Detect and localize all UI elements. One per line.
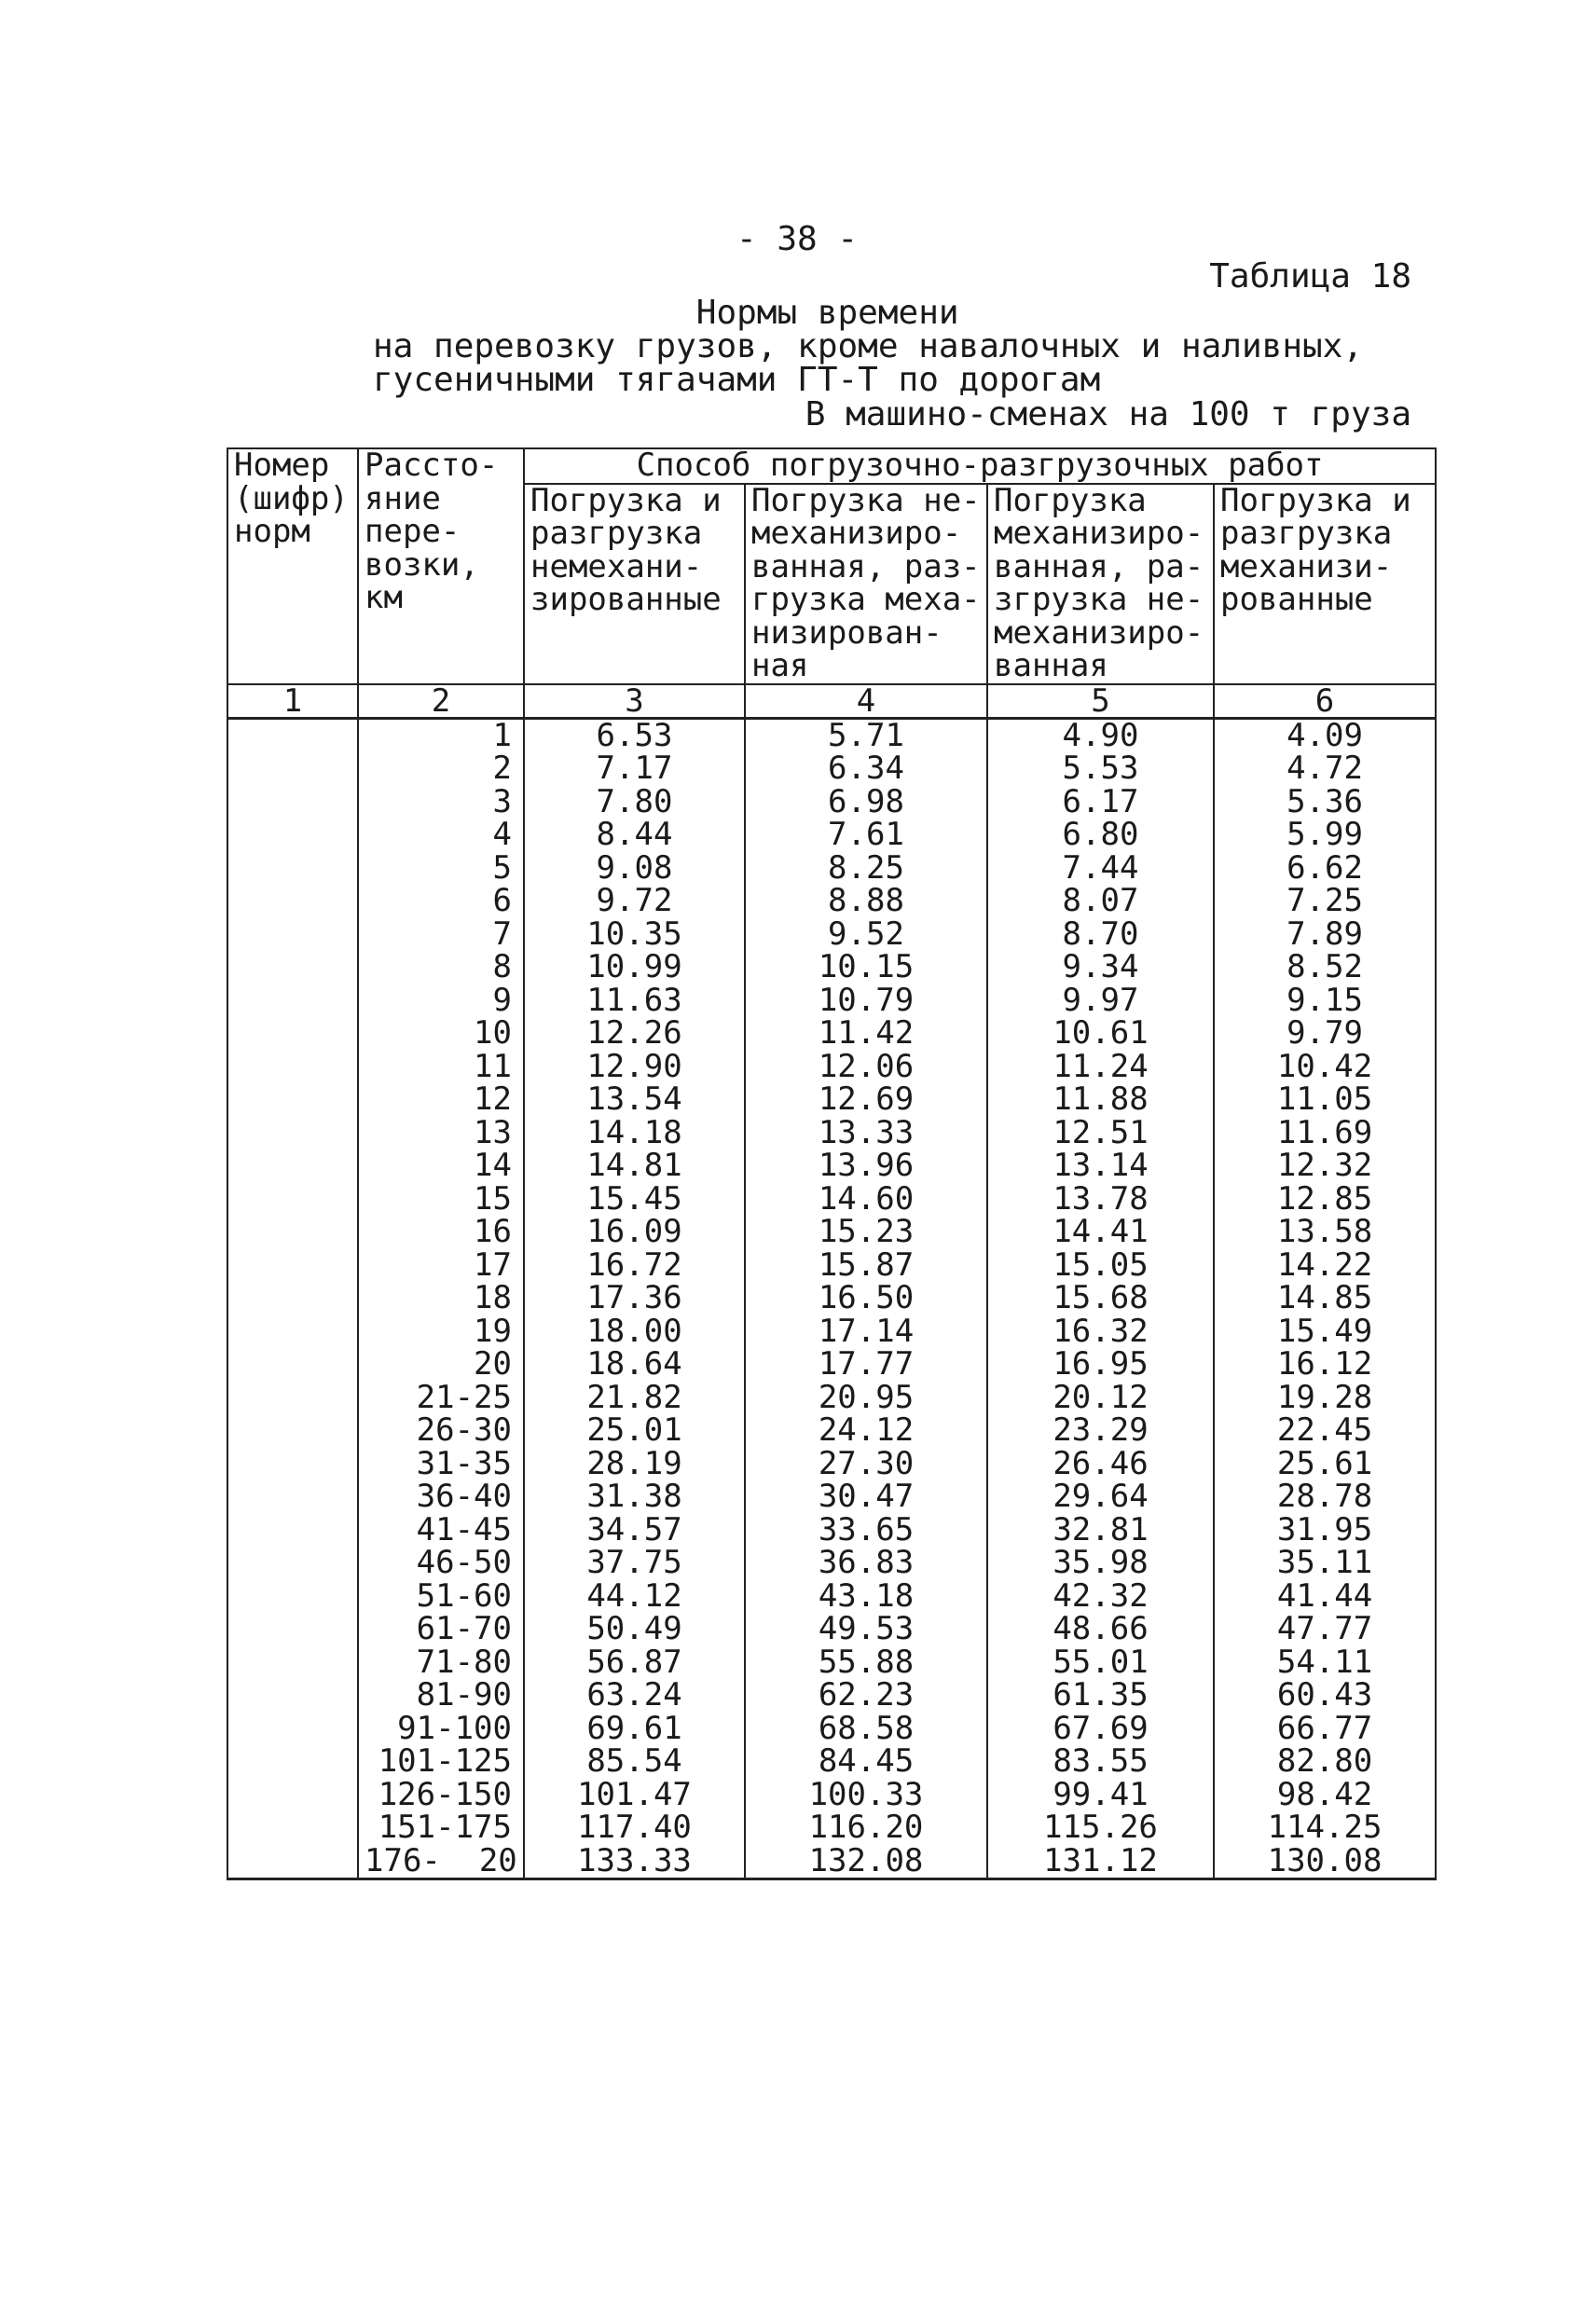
norm-number-cell xyxy=(227,1480,358,1514)
value-cell-col4: 9.52 xyxy=(745,918,987,952)
header-distance: Рассто- яние пере- возки, км xyxy=(358,448,524,684)
distance-cell: 13 xyxy=(358,1117,524,1150)
value-cell-col5: 55.01 xyxy=(987,1646,1214,1680)
value-cell-col3: 28.19 xyxy=(524,1448,745,1481)
value-cell-col6: 10.42 xyxy=(1214,1051,1436,1084)
value-cell-col3: 16.72 xyxy=(524,1249,745,1283)
table-row xyxy=(227,819,1436,852)
value-cell-col6: 13.58 xyxy=(1214,1216,1436,1249)
distance-cell: 46-50 xyxy=(358,1547,524,1580)
title-line: гусеничными тягачами ГТ-Т по дорогам xyxy=(373,361,1101,399)
table-row xyxy=(227,1315,1436,1349)
distance-cell: 5 xyxy=(358,852,524,886)
value-cell-col3: 18.64 xyxy=(524,1348,745,1382)
value-cell-col3: 63.24 xyxy=(524,1679,745,1713)
value-cell-col4: 10.15 xyxy=(745,951,987,984)
distance-cell: 12 xyxy=(358,1083,524,1117)
value-cell-col5: 35.98 xyxy=(987,1547,1214,1580)
title-line: на перевозку грузов, кроме навалочных и наливных, xyxy=(373,327,1364,365)
norm-number-cell xyxy=(227,1348,358,1382)
distance-cell: 41-45 xyxy=(358,1514,524,1548)
value-cell-col3: 7.17 xyxy=(524,752,745,786)
value-cell-col6: 28.78 xyxy=(1214,1480,1436,1514)
norm-number-cell xyxy=(227,1083,358,1117)
table-row xyxy=(227,1646,1436,1680)
value-cell-col4: 11.42 xyxy=(745,1017,987,1051)
value-cell-col4: 43.18 xyxy=(745,1580,987,1614)
norm-number-cell xyxy=(227,1713,358,1746)
value-cell-col3: 6.53 xyxy=(524,718,745,752)
value-cell-col5: 12.51 xyxy=(987,1117,1214,1150)
value-cell-col3: 9.08 xyxy=(524,852,745,886)
norm-number-cell xyxy=(227,1779,358,1812)
value-cell-col4: 132.08 xyxy=(745,1845,987,1879)
header-col3: Погрузка и разгрузка немехани- зированные xyxy=(524,484,745,684)
norms-table xyxy=(227,447,1437,1880)
distance-cell: 126-150 xyxy=(358,1779,524,1812)
value-cell-col6: 12.32 xyxy=(1214,1149,1436,1183)
distance-cell: 71-80 xyxy=(358,1646,524,1680)
norm-number-cell xyxy=(227,984,358,1018)
units-note: В машино-сменах на 100 т груза xyxy=(805,395,1411,434)
table-row xyxy=(227,1713,1436,1746)
table-row xyxy=(227,951,1436,984)
value-cell-col4: 13.33 xyxy=(745,1117,987,1150)
value-cell-col3: 8.44 xyxy=(524,819,745,852)
value-cell-col3: 16.09 xyxy=(524,1216,745,1249)
value-cell-col6: 14.22 xyxy=(1214,1249,1436,1283)
norm-number-cell xyxy=(227,1845,358,1879)
value-cell-col5: 6.17 xyxy=(987,786,1214,819)
value-cell-col6: 7.25 xyxy=(1214,885,1436,918)
value-cell-col4: 20.95 xyxy=(745,1382,987,1415)
value-cell-col6: 60.43 xyxy=(1214,1679,1436,1713)
value-cell-col5: 13.78 xyxy=(987,1183,1214,1217)
distance-cell: 61-70 xyxy=(358,1613,524,1646)
norm-number-cell xyxy=(227,1613,358,1646)
distance-cell: 101-125 xyxy=(358,1745,524,1779)
value-cell-col6: 114.25 xyxy=(1214,1811,1436,1845)
table-row xyxy=(227,718,1436,752)
distance-cell: 36-40 xyxy=(358,1480,524,1514)
value-cell-col3: 12.26 xyxy=(524,1017,745,1051)
value-cell-col4: 100.33 xyxy=(745,1779,987,1812)
norm-number-cell xyxy=(227,1017,358,1051)
value-cell-col3: 9.72 xyxy=(524,885,745,918)
table-row xyxy=(227,1216,1436,1249)
value-cell-col3: 117.40 xyxy=(524,1811,745,1845)
header-col5: Погрузка механизиро- ванная, ра- згрузка не- механизиро- ванная xyxy=(987,484,1214,684)
norm-number-cell xyxy=(227,1051,358,1084)
table-row xyxy=(227,1448,1436,1481)
value-cell-col6: 7.89 xyxy=(1214,918,1436,952)
norm-number-cell xyxy=(227,752,358,786)
column-number: 2 xyxy=(358,684,524,719)
value-cell-col4: 8.25 xyxy=(745,852,987,886)
distance-cell: 18 xyxy=(358,1282,524,1315)
norm-number-cell xyxy=(227,1216,358,1249)
table-row xyxy=(227,1745,1436,1779)
value-cell-col5: 14.41 xyxy=(987,1216,1214,1249)
value-cell-col4: 84.45 xyxy=(745,1745,987,1779)
norm-number-cell xyxy=(227,1646,358,1680)
value-cell-col6: 11.69 xyxy=(1214,1117,1436,1150)
norm-number-cell xyxy=(227,885,358,918)
value-cell-col5: 26.46 xyxy=(987,1448,1214,1481)
distance-cell: 176- 20 xyxy=(358,1845,524,1879)
value-cell-col5: 7.44 xyxy=(987,852,1214,886)
value-cell-col5: 61.35 xyxy=(987,1679,1214,1713)
value-cell-col4: 24.12 xyxy=(745,1414,987,1448)
value-cell-col5: 16.32 xyxy=(987,1315,1214,1349)
norm-number-cell xyxy=(227,1811,358,1845)
value-cell-col4: 10.79 xyxy=(745,984,987,1018)
value-cell-col6: 5.99 xyxy=(1214,819,1436,852)
norm-number-cell xyxy=(227,1679,358,1713)
value-cell-col4: 15.87 xyxy=(745,1249,987,1283)
column-number: 5 xyxy=(987,684,1214,719)
distance-cell: 91-100 xyxy=(358,1713,524,1746)
distance-cell: 51-60 xyxy=(358,1580,524,1614)
table-row xyxy=(227,1414,1436,1448)
distance-cell: 6 xyxy=(358,885,524,918)
norm-number-cell xyxy=(227,951,358,984)
value-cell-col5: 48.66 xyxy=(987,1613,1214,1646)
value-cell-col4: 6.98 xyxy=(745,786,987,819)
norm-number-cell xyxy=(227,1183,358,1217)
norm-number-cell xyxy=(227,1249,358,1283)
table-row xyxy=(227,1249,1436,1283)
header-col6: Погрузка и разгрузка механизи- рованные xyxy=(1214,484,1436,684)
value-cell-col5: 16.95 xyxy=(987,1348,1214,1382)
value-cell-col5: 115.26 xyxy=(987,1811,1214,1845)
header-norm-number: Номер (шифр) норм xyxy=(227,448,358,684)
value-cell-col4: 49.53 xyxy=(745,1613,987,1646)
table-row xyxy=(227,1811,1436,1845)
value-cell-col6: 11.05 xyxy=(1214,1083,1436,1117)
value-cell-col6: 16.12 xyxy=(1214,1348,1436,1382)
table-row xyxy=(227,1382,1436,1415)
value-cell-col4: 36.83 xyxy=(745,1547,987,1580)
column-number: 1 xyxy=(227,684,358,719)
table-row xyxy=(227,1017,1436,1051)
value-cell-col6: 9.79 xyxy=(1214,1017,1436,1051)
value-cell-col5: 23.29 xyxy=(987,1414,1214,1448)
column-number: 6 xyxy=(1214,684,1436,719)
value-cell-col4: 116.20 xyxy=(745,1811,987,1845)
value-cell-col5: 13.14 xyxy=(987,1149,1214,1183)
value-cell-col6: 41.44 xyxy=(1214,1580,1436,1614)
value-cell-col5: 20.12 xyxy=(987,1382,1214,1415)
distance-cell: 21-25 xyxy=(358,1382,524,1415)
value-cell-col4: 55.88 xyxy=(745,1646,987,1680)
value-cell-col3: 13.54 xyxy=(524,1083,745,1117)
norm-number-cell xyxy=(227,1745,358,1779)
value-cell-col4: 15.23 xyxy=(745,1216,987,1249)
value-cell-col6: 130.08 xyxy=(1214,1845,1436,1879)
value-cell-col6: 82.80 xyxy=(1214,1745,1436,1779)
value-cell-col5: 67.69 xyxy=(987,1713,1214,1746)
table-row xyxy=(227,786,1436,819)
value-cell-col3: 12.90 xyxy=(524,1051,745,1084)
norm-number-cell xyxy=(227,1149,358,1183)
column-number: 4 xyxy=(745,684,987,719)
table-row xyxy=(227,1480,1436,1514)
value-cell-col3: 101.47 xyxy=(524,1779,745,1812)
value-cell-col5: 15.05 xyxy=(987,1249,1214,1283)
value-cell-col6: 31.95 xyxy=(1214,1514,1436,1548)
value-cell-col6: 12.85 xyxy=(1214,1183,1436,1217)
norm-number-cell xyxy=(227,1315,358,1349)
norm-number-cell xyxy=(227,1547,358,1580)
column-number: 3 xyxy=(524,684,745,719)
table-title xyxy=(373,296,1363,397)
value-cell-col3: 37.75 xyxy=(524,1547,745,1580)
distance-cell: 8 xyxy=(358,951,524,984)
norm-number-cell xyxy=(227,819,358,852)
value-cell-col3: 11.63 xyxy=(524,984,745,1018)
table-row xyxy=(227,885,1436,918)
distance-cell: 10 xyxy=(358,1017,524,1051)
value-cell-col6: 47.77 xyxy=(1214,1613,1436,1646)
value-cell-col6: 25.61 xyxy=(1214,1448,1436,1481)
value-cell-col4: 13.96 xyxy=(745,1149,987,1183)
norm-number-cell xyxy=(227,1117,358,1150)
value-cell-col6: 6.62 xyxy=(1214,852,1436,886)
table-label: Таблица 18 xyxy=(1209,257,1411,296)
value-cell-col6: 8.52 xyxy=(1214,951,1436,984)
value-cell-col3: 21.82 xyxy=(524,1382,745,1415)
value-cell-col4: 33.65 xyxy=(745,1514,987,1548)
value-cell-col5: 8.70 xyxy=(987,918,1214,952)
value-cell-col3: 14.81 xyxy=(524,1149,745,1183)
value-cell-col6: 15.49 xyxy=(1214,1315,1436,1349)
header-method: Способ погрузочно-разгрузочных работ xyxy=(524,448,1436,484)
table-row xyxy=(227,1845,1436,1879)
title-line: Нормы времени xyxy=(373,294,959,332)
table-row xyxy=(227,1348,1436,1382)
page-number: - 38 - xyxy=(736,220,859,258)
norm-number-cell xyxy=(227,1414,358,1448)
value-cell-col4: 12.06 xyxy=(745,1051,987,1084)
value-cell-col4: 14.60 xyxy=(745,1183,987,1217)
column-number-row xyxy=(227,684,1436,719)
value-cell-col5: 4.90 xyxy=(987,718,1214,752)
norm-number-cell xyxy=(227,1514,358,1548)
norm-number-cell xyxy=(227,1448,358,1481)
value-cell-col5: 83.55 xyxy=(987,1745,1214,1779)
value-cell-col5: 99.41 xyxy=(987,1779,1214,1812)
table-row xyxy=(227,1183,1436,1217)
value-cell-col5: 9.97 xyxy=(987,984,1214,1018)
value-cell-col3: 10.99 xyxy=(524,951,745,984)
value-cell-col6: 98.42 xyxy=(1214,1779,1436,1812)
value-cell-col4: 17.77 xyxy=(745,1348,987,1382)
value-cell-col3: 56.87 xyxy=(524,1646,745,1680)
value-cell-col6: 5.36 xyxy=(1214,786,1436,819)
value-cell-col4: 17.14 xyxy=(745,1315,987,1349)
value-cell-col4: 7.61 xyxy=(745,819,987,852)
table-row xyxy=(227,752,1436,786)
value-cell-col3: 34.57 xyxy=(524,1514,745,1548)
value-cell-col3: 44.12 xyxy=(524,1580,745,1614)
value-cell-col4: 12.69 xyxy=(745,1083,987,1117)
distance-cell: 7 xyxy=(358,918,524,952)
value-cell-col6: 9.15 xyxy=(1214,984,1436,1018)
value-cell-col3: 50.49 xyxy=(524,1613,745,1646)
value-cell-col6: 4.72 xyxy=(1214,752,1436,786)
distance-cell: 15 xyxy=(358,1183,524,1217)
norm-number-cell xyxy=(227,1580,358,1614)
value-cell-col6: 19.28 xyxy=(1214,1382,1436,1415)
value-cell-col5: 10.61 xyxy=(987,1017,1214,1051)
value-cell-col5: 8.07 xyxy=(987,885,1214,918)
header-col4: Погрузка не- механизиро- ванная, раз- грузка меха- низирован- ная xyxy=(745,484,987,684)
distance-cell: 20 xyxy=(358,1348,524,1382)
value-cell-col4: 8.88 xyxy=(745,885,987,918)
value-cell-col5: 29.64 xyxy=(987,1480,1214,1514)
table-row xyxy=(227,1282,1436,1315)
distance-cell: 151-175 xyxy=(358,1811,524,1845)
distance-cell: 2 xyxy=(358,752,524,786)
distance-cell: 81-90 xyxy=(358,1679,524,1713)
value-cell-col3: 31.38 xyxy=(524,1480,745,1514)
value-cell-col3: 25.01 xyxy=(524,1414,745,1448)
distance-cell: 31-35 xyxy=(358,1448,524,1481)
distance-cell: 3 xyxy=(358,786,524,819)
value-cell-col6: 54.11 xyxy=(1214,1646,1436,1680)
value-cell-col4: 62.23 xyxy=(745,1679,987,1713)
table-row xyxy=(227,918,1436,952)
value-cell-col3: 133.33 xyxy=(524,1845,745,1879)
norm-number-cell xyxy=(227,718,358,752)
value-cell-col3: 85.54 xyxy=(524,1745,745,1779)
distance-cell: 17 xyxy=(358,1249,524,1283)
value-cell-col5: 5.53 xyxy=(987,752,1214,786)
distance-cell: 11 xyxy=(358,1051,524,1084)
table-row xyxy=(227,1514,1436,1548)
value-cell-col5: 42.32 xyxy=(987,1580,1214,1614)
norm-number-cell xyxy=(227,1382,358,1415)
distance-cell: 1 xyxy=(358,718,524,752)
table-row xyxy=(227,1051,1436,1084)
value-cell-col3: 18.00 xyxy=(524,1315,745,1349)
value-cell-col3: 69.61 xyxy=(524,1713,745,1746)
distance-cell: 26-30 xyxy=(358,1414,524,1448)
value-cell-col4: 30.47 xyxy=(745,1480,987,1514)
value-cell-col5: 15.68 xyxy=(987,1282,1214,1315)
table-row xyxy=(227,1547,1436,1580)
value-cell-col5: 131.12 xyxy=(987,1845,1214,1879)
value-cell-col5: 9.34 xyxy=(987,951,1214,984)
value-cell-col6: 14.85 xyxy=(1214,1282,1436,1315)
value-cell-col3: 14.18 xyxy=(524,1117,745,1150)
value-cell-col4: 16.50 xyxy=(745,1282,987,1315)
distance-cell: 14 xyxy=(358,1149,524,1183)
table-row xyxy=(227,1580,1436,1614)
distance-cell: 19 xyxy=(358,1315,524,1349)
table-body xyxy=(227,718,1436,1879)
value-cell-col3: 7.80 xyxy=(524,786,745,819)
value-cell-col4: 27.30 xyxy=(745,1448,987,1481)
table-row xyxy=(227,1779,1436,1812)
table-row xyxy=(227,1613,1436,1646)
norm-number-cell xyxy=(227,918,358,952)
distance-cell: 4 xyxy=(358,819,524,852)
table-row xyxy=(227,1117,1436,1150)
table-row xyxy=(227,1149,1436,1183)
table-row xyxy=(227,984,1436,1018)
value-cell-col5: 11.24 xyxy=(987,1051,1214,1084)
value-cell-col6: 4.09 xyxy=(1214,718,1436,752)
distance-cell: 16 xyxy=(358,1216,524,1249)
value-cell-col3: 10.35 xyxy=(524,918,745,952)
table-row xyxy=(227,1679,1436,1713)
table-row xyxy=(227,852,1436,886)
norm-number-cell xyxy=(227,786,358,819)
table-row xyxy=(227,1083,1436,1117)
value-cell-col6: 22.45 xyxy=(1214,1414,1436,1448)
value-cell-col5: 6.80 xyxy=(987,819,1214,852)
value-cell-col3: 15.45 xyxy=(524,1183,745,1217)
value-cell-col3: 17.36 xyxy=(524,1282,745,1315)
value-cell-col4: 5.71 xyxy=(745,718,987,752)
value-cell-col5: 32.81 xyxy=(987,1514,1214,1548)
norm-number-cell xyxy=(227,852,358,886)
value-cell-col6: 35.11 xyxy=(1214,1547,1436,1580)
value-cell-col4: 68.58 xyxy=(745,1713,987,1746)
value-cell-col5: 11.88 xyxy=(987,1083,1214,1117)
value-cell-col4: 6.34 xyxy=(745,752,987,786)
norm-number-cell xyxy=(227,1282,358,1315)
distance-cell: 9 xyxy=(358,984,524,1018)
value-cell-col6: 66.77 xyxy=(1214,1713,1436,1746)
